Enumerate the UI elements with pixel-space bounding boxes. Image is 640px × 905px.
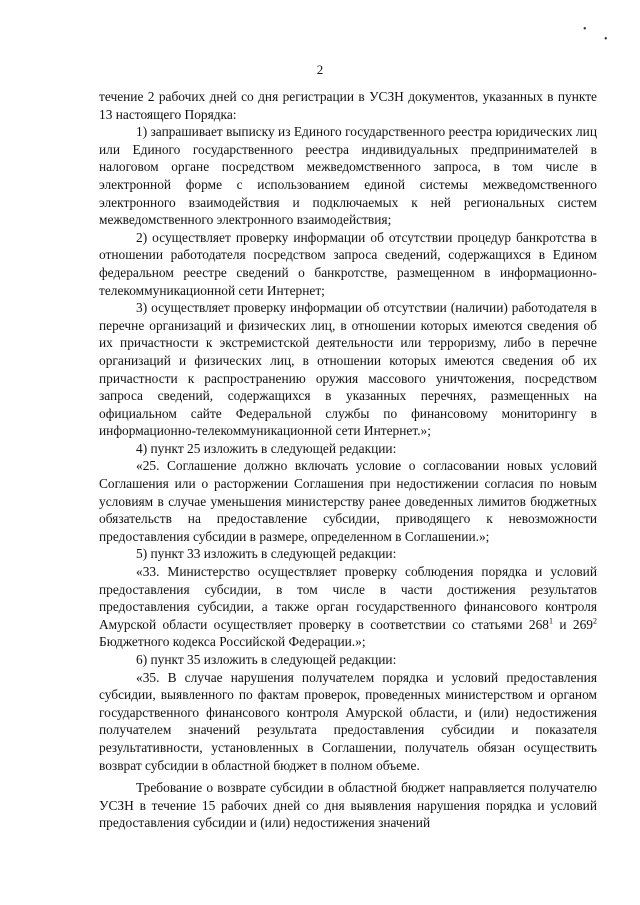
scan-mark: • — [583, 24, 587, 35]
paragraph-item-2: 2) осуществляет проверку информации об отсутствии процедур банкротства в отношении работодателя посредством запроса сведений, содержащихся в Едином федеральном реестре сведений о банкротстве, размещенном в информационно-телекоммуникационной сети Интернет; — [99, 229, 597, 298]
paragraph-item-1: 1) запрашивает выписку из Единого государственного реестра юридических лиц или Единого государственного реестра индивидуальных предпринимателей в налоговом органе посредством межведомственного запроса, в том числе в электронной форме с использованием единой системы межведомственного электронного взаимодействия и подключаемых к ней региональных систем межведомственного электронного взаимодействия; — [99, 124, 597, 228]
paragraph-refund-requirement: Требование о возврате субсидии в областной бюджет направляется получателю УСЗН в течение 15 рабочих дней со дня выявления нарушения порядка и условий предоставления субсидии и (или) недостижения значений — [99, 780, 597, 831]
paragraph-clause-35: «35. В случае нарушения получателем порядка и условий предоставления субсидии, выявленного по фактам проверок, проведенных министерством и органом государственного финансового контроля Амурской области, и (или) недостижения получателем значений результата предоставления субсидии и показателя результативности, установленных в Соглашении, получатель обязан осуществить возврат субсидии в областной бюджет в полном объеме. — [99, 669, 597, 773]
clause-33-mid: и 269 — [553, 616, 594, 632]
paragraph-clause-25: «25. Соглашение должно включать условие о согласовании новых условий Соглашения или о расторжении Соглашения при недостижении согласия по новым условиям в случае уменьшения министерству ранее доведенных лимитов бюджетных обязательств на предоставление субсидии, приводящего к невозможности предоставления субсидии в размере, определенном в Соглашении.»; — [99, 458, 597, 544]
paragraph-amend-35: 6) пункт 35 изложить в следующей редакции: — [136, 652, 397, 667]
scan-mark: • — [604, 34, 608, 45]
clause-33-text: «33. Министерство осуществляет проверку соблюдения порядка и условий предоставления субсидии, в том числе в части достижения результатов предоставления субсидии, а также орган государственного финансового контроля Амурской области осуществляет проверку в соответствии со статьями 268 — [99, 564, 597, 632]
superscript: 1 — [549, 616, 554, 626]
paragraph-amend-25: 4) пункт 25 изложить в следующей редакции: — [136, 440, 397, 456]
paragraph-intro: течение 2 рабочих дней со дня регистрации в УСЗН документов, указанных в пункте 13 настоящего Порядка: — [99, 89, 597, 122]
paragraph-item-3: 3) осуществляет проверку информации об отсутствии (наличии) работодателя в перечне организаций и физических лиц, в отношении которых имеются сведения об их причастности к экстремистской деятельности или терроризму, либо в перечне организаций и физических лиц, в отношении которых имеются сведения об их причастности к распространению оружия массового уничтожения, посредством запроса сведений, содержащихся в указанных перечнях, размещенных на официальном сайте Федеральной службы по финансовому мониторингу в информационно-телекоммуникационной сети Интернет.»; — [99, 300, 597, 439]
clause-33-end: Бюджетного кодекса Российской Федерации.»; — [99, 634, 366, 650]
paragraph-clause-33 — [99, 563, 597, 651]
page-number: 2 — [316, 62, 324, 77]
document-body — [99, 88, 597, 832]
paragraph-amend-33: 5) пункт 33 изложить в следующей редакции: — [136, 546, 397, 562]
superscript: 2 — [593, 616, 598, 626]
